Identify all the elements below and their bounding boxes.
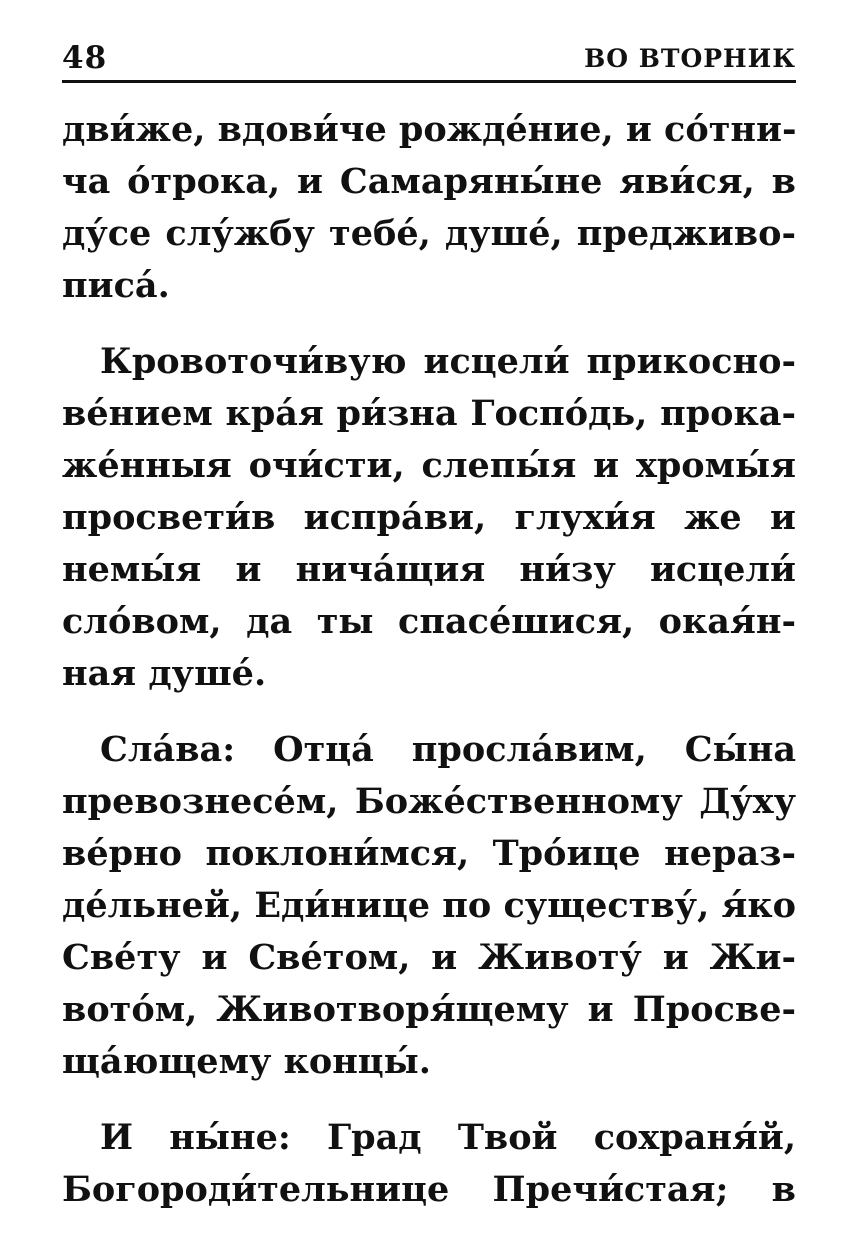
text-line: ча о́трока, и Самаряны́не яви́ся, в [62, 161, 796, 202]
paragraph-4 [62, 1112, 796, 1216]
text-line: вото́м, Животворя́щему и Просве- [62, 989, 796, 1030]
text-line: де́льней, Еди́нице по существу́, я́ко [62, 885, 796, 926]
running-title: ВО ВТОРНИК [584, 44, 796, 73]
header-divider [62, 80, 796, 83]
text-line: ве́нием кра́я ри́зна Госпо́дь, прока- [62, 393, 796, 434]
text-line: ду́се слу́жбу тебе́, душе́, предживо- [62, 213, 796, 254]
page-header [62, 38, 796, 78]
paragraph-3 [62, 724, 796, 1088]
text-line: писа́. [62, 265, 170, 306]
text-line: ная душе́. [62, 653, 267, 694]
text-line: просвети́в испра́ви, глухи́я же и [62, 497, 796, 538]
text-line: дви́же, вдови́че рожде́ние, и со́тни- [62, 109, 796, 150]
text-line: Богороди́тельнице Пречи́стая; в [62, 1169, 796, 1210]
text-line: немы́я и нича́щия ни́зу исцели́ [62, 549, 796, 590]
text-line: сло́вом, да ты спасе́шися, окая́н- [62, 601, 796, 642]
text-line: ве́рно поклони́мся, Тро́ице нераз- [62, 833, 796, 874]
text-line: Сла́ва: Отца́ просла́вим, Сы́на [100, 729, 796, 770]
paragraph-1 [62, 104, 796, 312]
text-line: Све́ту и Све́том, и Животу́ и Жи- [62, 937, 796, 978]
text-line: Кровоточи́вую исцели́ прикосно- [100, 341, 796, 382]
text-line: же́нныя очи́сти, слепы́я и хромы́я [62, 445, 796, 486]
text-line: превознесе́м, Боже́ственному Ду́ху [62, 781, 796, 822]
page-number: 48 [62, 40, 108, 76]
body-text [62, 104, 796, 1240]
paragraph-2 [62, 336, 796, 700]
text-line: И ны́не: Град Твой сохраня́й, [100, 1117, 796, 1158]
text-line: ща́ющему концы́. [62, 1041, 431, 1082]
